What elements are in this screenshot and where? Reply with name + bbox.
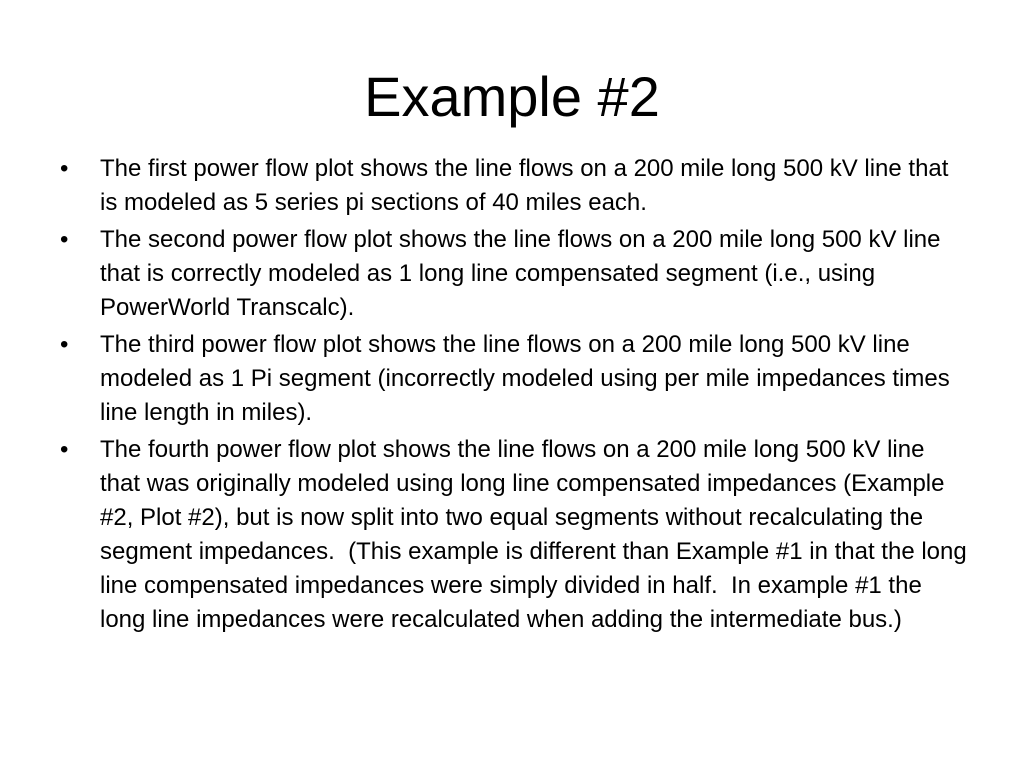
bullet-icon: • bbox=[60, 226, 69, 253]
bullet-text: The second power flow plot shows the line flows on a 200 mile long 500 kV line that is correctly modeled as 1 long line compensated segment (i.e., using PowerWorld Transcalc). bbox=[100, 226, 948, 321]
bullet-text: The third power flow plot shows the line flows on a 200 mile long 500 kV line modeled as 1 Pi segment (incorrectly modeled using per mile impedances times line length in miles). bbox=[100, 331, 957, 426]
bullet-item-2 bbox=[58, 223, 970, 325]
bullet-text: The fourth power flow plot shows the line flows on a 200 mile long 500 kV line that was originally modeled using long line compensated impedances (Example #2, Plot #2), but is now split into two equal segments without recalculating the segment impedances. (This example is different than Example #1 in that the long line compensated impedances were simply divided in half. In example #1 the long line impedances were recalculated when adding the intermediate bus.) bbox=[100, 436, 974, 633]
bullet-item-4 bbox=[58, 433, 974, 637]
bullet-item-1 bbox=[58, 152, 970, 220]
bullet-icon: • bbox=[60, 331, 69, 358]
bullet-text: The first power flow plot shows the line flows on a 200 mile long 500 kV line that is modeled as 5 series pi sections of 40 miles each. bbox=[100, 155, 956, 216]
slide-title: Example #2 bbox=[364, 65, 660, 128]
bullet-icon: • bbox=[60, 436, 69, 463]
bullet-list bbox=[58, 152, 974, 640]
bullet-item-3 bbox=[58, 328, 970, 430]
bullet-icon: • bbox=[60, 155, 69, 182]
